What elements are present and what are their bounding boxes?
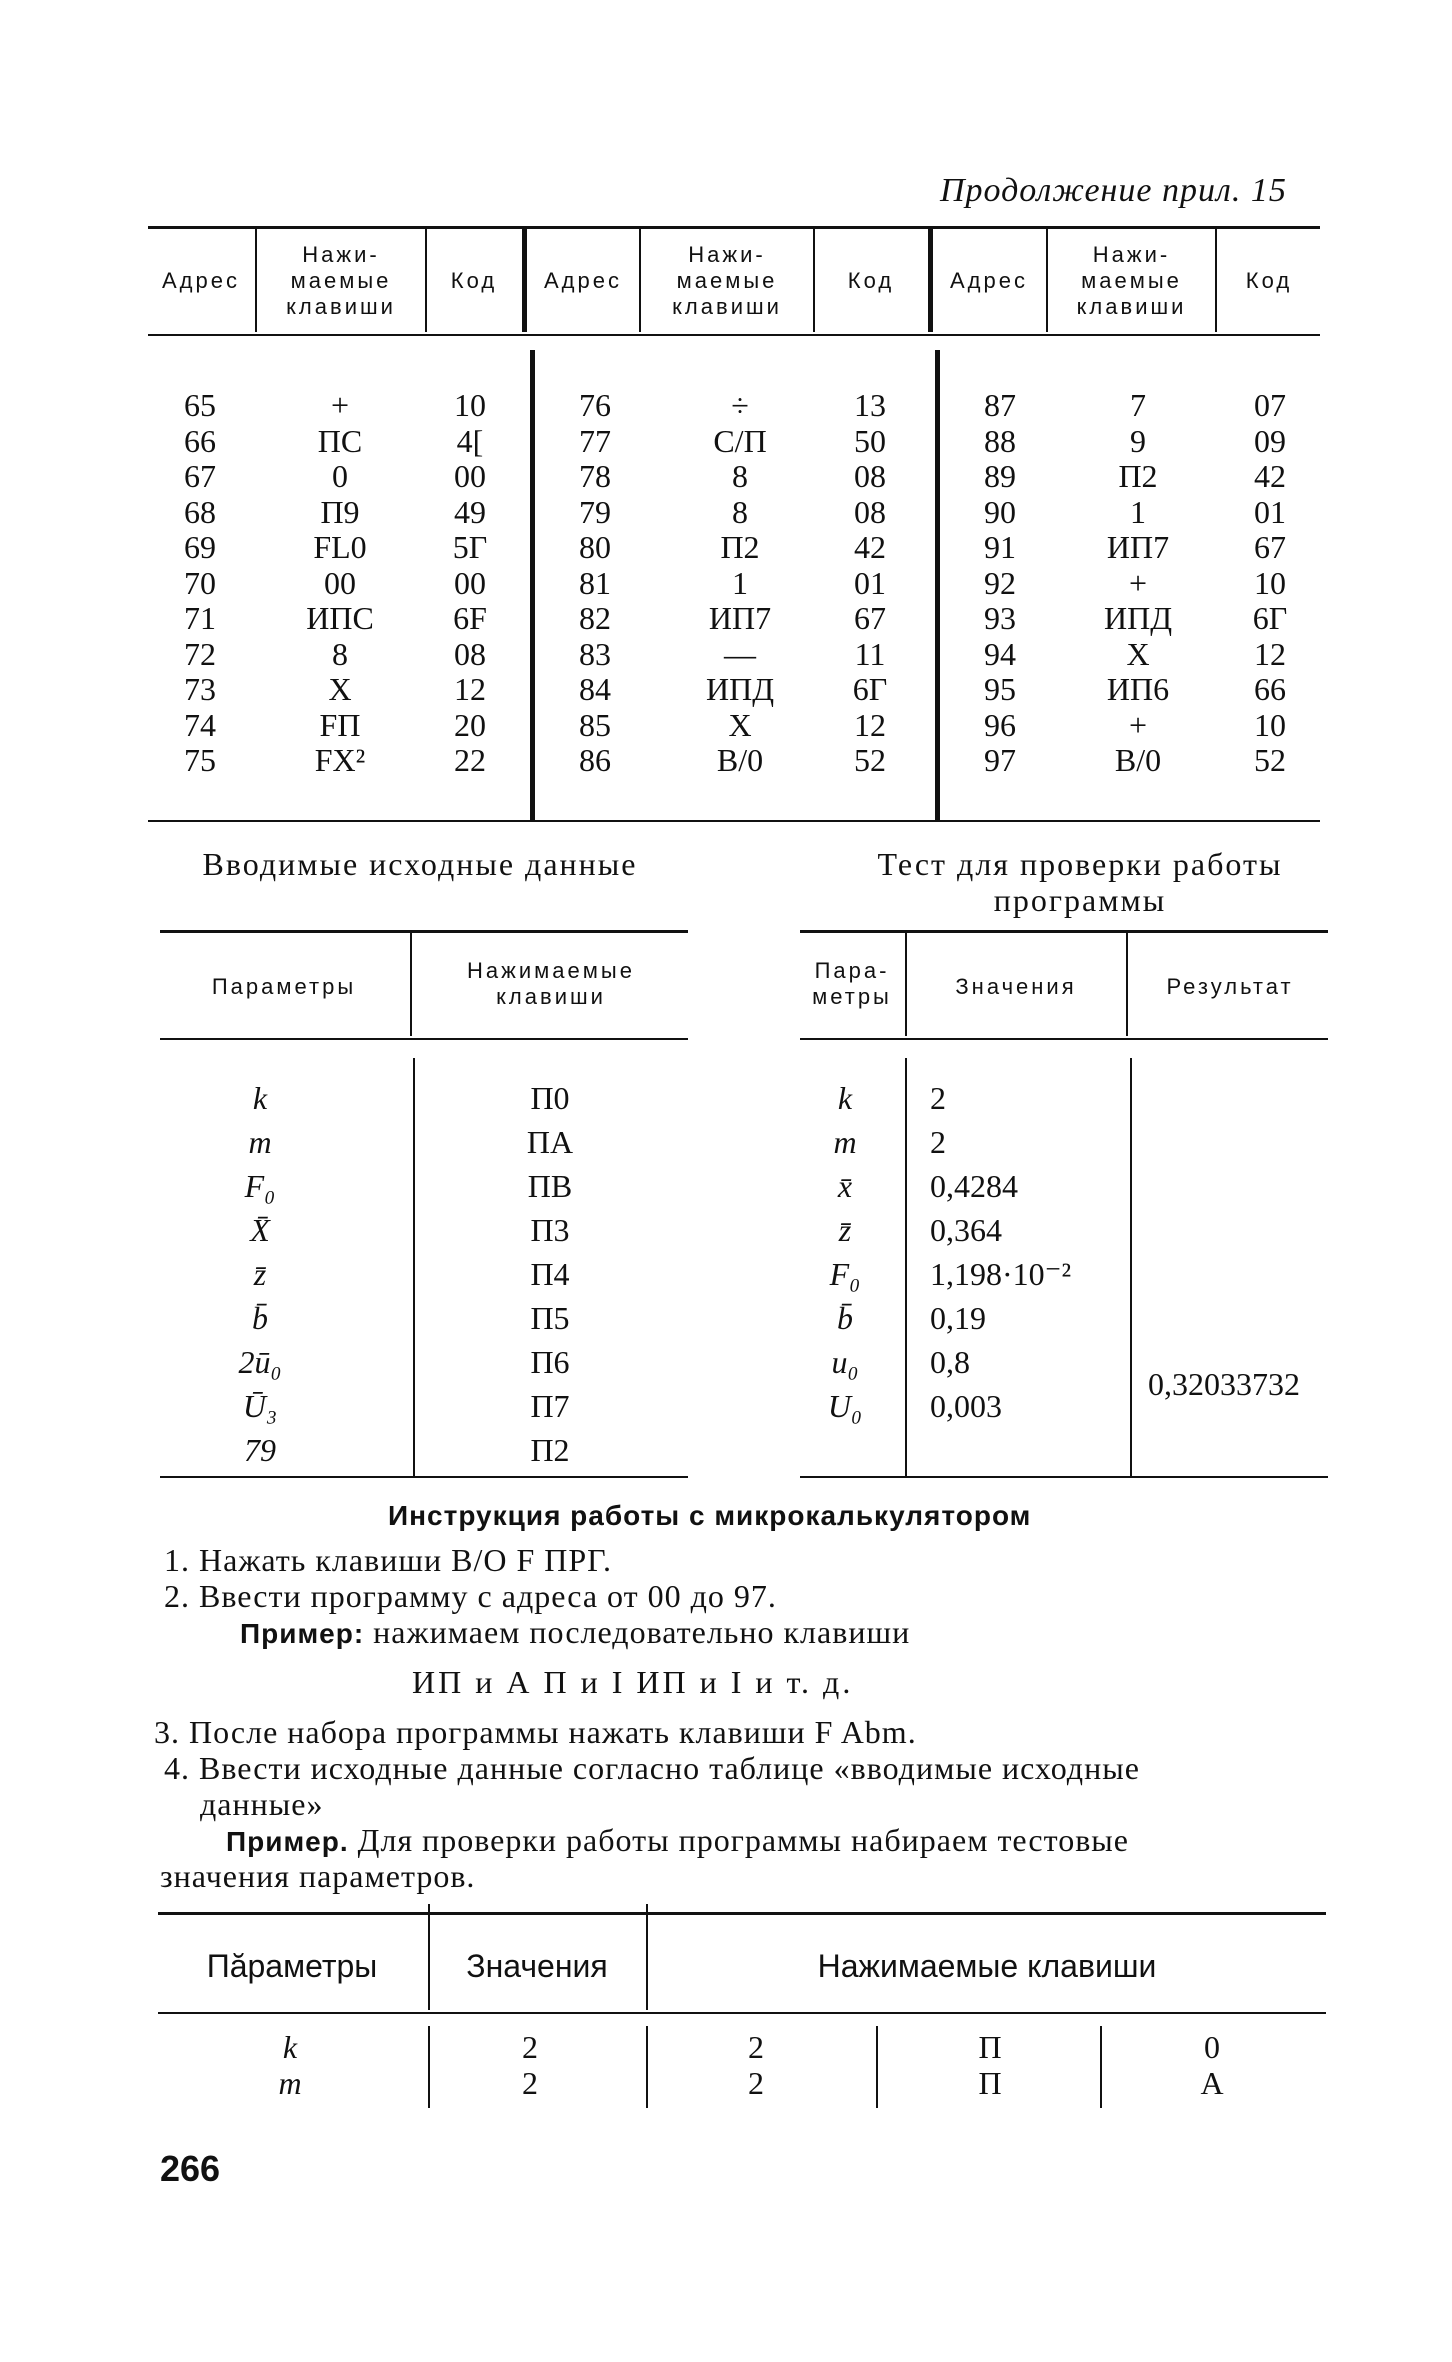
code-cell: 22 [454,742,486,778]
param-cell: z̄ [838,1212,852,1248]
col-divider [639,228,641,332]
col-divider [1130,1058,1132,1476]
col-divider [813,228,815,332]
col-divider [905,932,907,1036]
code-cell: 08 [854,493,886,530]
keys-column [480,1076,620,1472]
header-code: Код [450,268,498,293]
code-cell: 42 [854,529,886,565]
keys-cell: П5 [530,1300,570,1336]
keys-cell: — [724,635,756,672]
rule [800,1038,1328,1040]
code-cell: 09 [1254,422,1286,459]
value-cell: 2 [930,1080,946,1116]
code-cell: 66 [1254,671,1286,707]
keys-cell: ИП7 [708,600,772,636]
header-keys: Нажи- маемые клавиши [672,242,782,319]
col-divider [1215,228,1217,332]
keys-cell: + [1128,564,1148,601]
header-code: Код [847,268,895,293]
col-divider [1126,932,1128,1036]
keys-column [670,388,810,779]
block-divider [522,228,527,332]
param-cell: k [252,1080,268,1116]
value-cell: 2 [930,1124,946,1160]
code-cell: 52 [1254,742,1286,778]
rule [158,1912,1326,1915]
address-cell: 79 [579,493,611,530]
address-cell: 93 [984,600,1016,636]
keys-cell: П2 [1118,458,1158,494]
value-cell: 0,364 [930,1212,1002,1248]
value-cell: 0,8 [930,1344,970,1380]
address-cell: 97 [984,742,1016,778]
result-value: 0,32033732 [1148,1366,1300,1402]
param-cell: k [837,1080,853,1116]
table-top-rule [148,226,1320,229]
keys-column [270,388,410,779]
example2-text: Для проверки работы программы набираем тестовые [357,1822,1129,1858]
address-cell: 89 [984,458,1016,494]
address-cell: 86 [579,742,611,778]
step-4: 4. Ввести исходные данные согласно таблице «вводимые исходные [164,1750,1140,1786]
code-cell: 6F [453,600,487,636]
step-4-cont: данные» [200,1786,324,1822]
col-divider [413,1058,415,1476]
address-cell: 78 [579,458,611,494]
code-cell: 49 [454,493,486,530]
keys-cell: С/П [713,422,767,459]
code-cell: 12 [454,671,486,707]
keys-cell: В/0 [716,742,764,778]
header-address: Адрес [544,268,622,293]
address-cell: 88 [984,422,1016,459]
col-divider [905,1058,907,1476]
address-cell: 74 [184,706,216,743]
keys-cell: П2 [720,529,760,565]
example2-label: Пример. [226,1826,349,1857]
keys-cell: П7 [530,1388,570,1424]
code-column [830,388,910,779]
header-values: Значения [466,1948,608,1984]
code-cell: 10 [454,387,486,423]
address-cell: 70 [184,564,216,601]
code-column [430,388,510,779]
keys-cell: В/0 [1114,742,1162,778]
test-data-title: Тест для проверки работы программы [877,846,1283,918]
header-keys: Нажимаемые клавиши [817,1948,1157,1984]
address-column [955,388,1045,779]
code-cell: 67 [1254,529,1286,565]
table-cell: П [978,2065,1002,2101]
code-cell: 07 [1254,387,1286,423]
continuation-header: Продолжение прил. 15 [940,172,1287,209]
rule [158,2012,1326,2014]
col-divider [1046,228,1048,332]
address-cell: 91 [984,529,1016,565]
keys-cell: 00 [324,564,356,601]
keys-cell: ИП6 [1106,671,1170,707]
keys-cell: ИПД [705,671,775,707]
header-keys: Нажи- маемые клавиши [286,242,396,319]
code-cell: 00 [454,458,486,494]
param-cell: F₀ [244,1168,276,1204]
code-cell: 12 [854,706,886,743]
address-cell: 71 [184,600,216,636]
header-code: Код [1245,268,1293,293]
keys-cell: 8 [732,458,748,494]
address-cell: 80 [579,529,611,565]
param-cell: u₀ [831,1344,859,1380]
header-params: Пара- метры [812,958,892,1009]
keys-cell: FП [319,706,361,743]
step-2: 2. Ввести программу с адреса от 00 до 97. [164,1578,777,1614]
value-cell: 1,198·10⁻² [930,1256,1072,1292]
step-3: 3. После набора программы нажать клавиши F Abm. [154,1714,917,1750]
rule [160,930,688,933]
param-cell: z̄ [253,1256,267,1292]
keys-cell: ИПС [306,600,374,636]
code-cell: 08 [854,458,886,494]
address-cell: 69 [184,529,216,565]
keys-cell: + [330,387,350,423]
instructions-title: Инструкция работы с микрокалькулятором [388,1500,1032,1531]
keys-cell: FX² [314,742,366,778]
param-cell: m [248,1124,272,1160]
col-divider [876,2026,878,2108]
code-cell: 01 [1254,493,1286,530]
address-cell: 68 [184,493,216,530]
code-cell: 50 [854,422,886,459]
keys-cell: 0 [332,458,348,494]
code-cell: 52 [854,742,886,778]
header-values: Значения [955,974,1077,999]
rule [800,930,1328,933]
table-cell: П [978,2029,1002,2065]
address-cell: 72 [184,635,216,672]
params-column [200,1076,320,1472]
table-cell: А [1200,2065,1224,2101]
params-column [800,1076,890,1428]
keys-cell: 7 [1130,387,1146,423]
address-cell: 85 [579,706,611,743]
keys-cell: П0 [530,1080,570,1116]
page-number: 266 [160,2148,221,2189]
address-cell: 76 [579,387,611,423]
param-cell: b̄ [837,1300,853,1336]
header-result: Результат [1166,974,1294,999]
keys-cell: X [328,671,352,707]
col-divider [646,2026,648,2108]
keys-cell: П9 [320,493,360,530]
code-cell: 6Г [1252,600,1288,636]
keys-cell: FL0 [313,529,367,565]
col-divider [1100,2026,1102,2108]
address-cell: 81 [579,564,611,601]
example2-text-cont: значения параметров. [160,1858,476,1894]
rule [800,1476,1328,1478]
keys-cell: 1 [1130,493,1146,530]
table-cell: 2 [522,2065,538,2101]
code-cell: 08 [454,635,486,672]
code-cell: 11 [854,635,886,672]
address-cell: 73 [184,671,216,707]
param-cell: Ū₃ [242,1388,278,1424]
col-divider [255,228,257,332]
code-cell: 10 [1254,706,1286,743]
address-cell: 94 [984,635,1016,672]
col-divider [425,228,427,332]
rule [160,1038,688,1040]
keys-cell: П3 [530,1212,570,1248]
header-params: Пăраметры [206,1948,378,1984]
address-cell: 65 [184,387,216,423]
col-divider [428,2026,430,2108]
keys-cell: 8 [332,635,348,672]
address-cell: 84 [579,671,611,707]
example-text: нажимаем последовательно клавиши [373,1614,911,1650]
rule [160,1476,688,1478]
header-address: Адрес [950,268,1028,293]
code-cell: 10 [1254,564,1286,601]
header-address: Адрес [162,268,240,293]
param-cell: F₀ [829,1256,861,1292]
table-cell: 2 [522,2029,538,2065]
param-cell: b̄ [252,1300,268,1336]
keys-cell: X [1126,635,1150,672]
code-cell: 42 [1254,458,1286,494]
example-keys: ИП и А П и I ИП и I и т. д. [412,1664,854,1700]
table-cell: m [278,2065,302,2101]
code-cell: 20 [454,706,486,743]
block-divider [935,350,940,820]
code-cell: 12 [1254,635,1286,672]
param-cell: 79 [244,1432,276,1468]
block-divider [928,228,933,332]
address-cell: 82 [579,600,611,636]
keys-cell: ИП7 [1106,529,1170,565]
address-column [555,388,635,779]
address-cell: 95 [984,671,1016,707]
code-cell: 4[ [456,422,484,459]
keys-cell: + [1128,706,1148,743]
keys-column [1068,388,1208,779]
keys-cell: ИПД [1103,600,1173,636]
keys-cell: П6 [530,1344,570,1380]
param-cell: 2ū₀ [238,1344,282,1380]
code-cell: 01 [854,564,886,601]
keys-cell: ПС [317,422,363,459]
values-column [930,1076,1130,1428]
value-cell: 0,4284 [930,1168,1018,1204]
value-cell: 0,003 [930,1388,1002,1424]
code-cell: 5Г [452,529,488,565]
param-cell: U₀ [827,1388,863,1424]
block-divider [530,350,535,820]
input-data-title: Вводимые исходные данные [202,846,638,882]
table-cell: 2 [748,2029,764,2065]
keys-cell: П4 [530,1256,570,1292]
header-keys: Нажимаемые клавиши [467,958,635,1009]
keys-cell: X [728,706,752,743]
address-cell: 87 [984,387,1016,423]
keys-cell: ÷ [731,387,749,423]
address-column [160,388,240,779]
keys-cell: 8 [732,493,748,530]
address-cell: 66 [184,422,216,459]
table-cell: 0 [1204,2029,1220,2065]
param-cell: X̄ [250,1212,270,1248]
keys-cell: ПА [526,1124,574,1160]
step-1: 1. Нажать клавиши В/О F ПРГ. [164,1542,613,1578]
address-cell: 67 [184,458,216,494]
address-cell: 83 [579,635,611,672]
table-bottom-rule [148,820,1320,822]
header-keys: Нажи- маемые клавиши [1076,242,1187,319]
address-cell: 77 [579,422,611,459]
code-cell: 13 [854,387,886,423]
code-cell: 6Г [852,671,888,707]
address-cell: 90 [984,493,1016,530]
keys-cell: 9 [1130,422,1146,459]
value-cell: 0,19 [930,1300,986,1336]
address-cell: 96 [984,706,1016,743]
example-label: Пример: [240,1618,365,1649]
code-cell: 00 [454,564,486,601]
table-header-rule [148,334,1320,336]
code-column [1230,388,1310,779]
param-cell: m [833,1124,857,1160]
address-cell: 92 [984,564,1016,601]
table-cell: k [282,2029,298,2065]
table-cell: 2 [748,2065,764,2101]
keys-cell: 1 [732,564,748,601]
address-cell: 75 [184,742,216,778]
keys-cell: П2 [530,1432,570,1468]
keys-cell: ПВ [527,1168,573,1204]
header-params: Параметры [211,974,357,999]
code-cell: 67 [854,600,886,636]
param-cell: x̄ [837,1168,853,1204]
col-divider [410,932,412,1036]
